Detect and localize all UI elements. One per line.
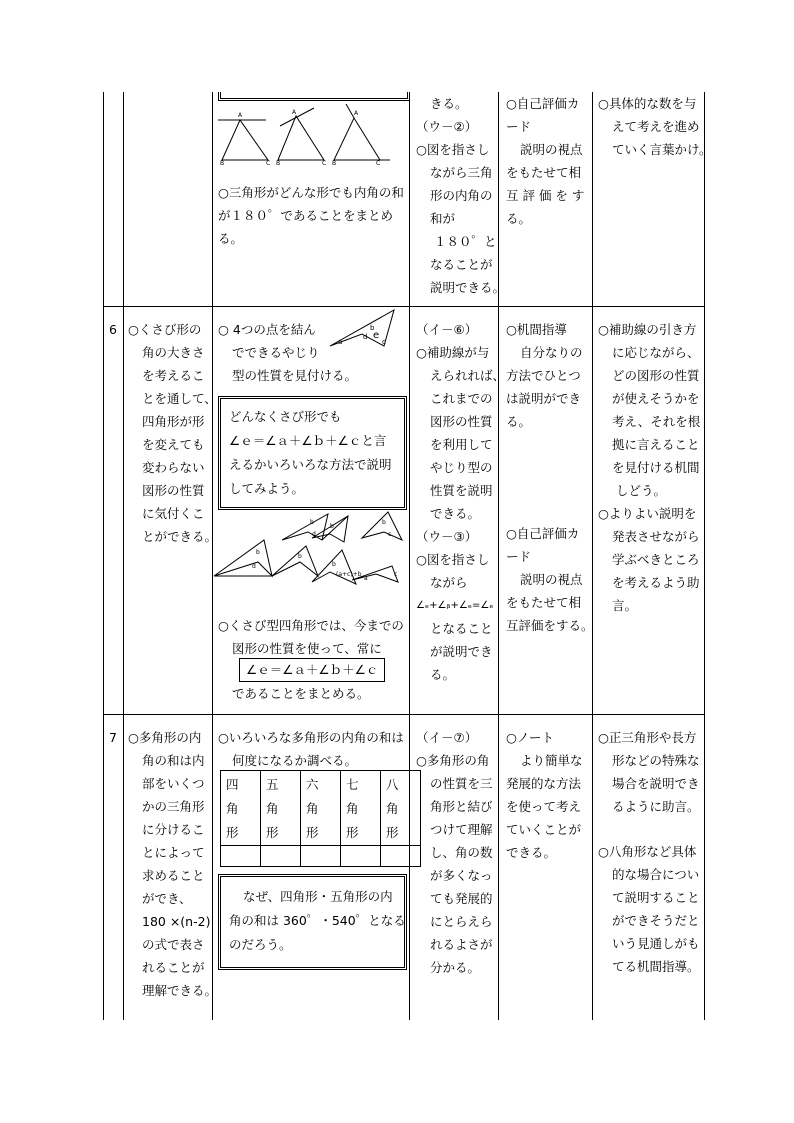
row5-eval-text: きる。 （ウ－②） ○図を指さし ながら三角 形の内角の 和が １８０゜と なることが 説明できる。 [416, 96, 506, 295]
svg-text:a: a [338, 338, 343, 346]
row6-formula-box: ∠ｅ＝∠ａ＋∠ｂ＋∠ｃ [239, 658, 385, 682]
grid-vline-left [103, 92, 104, 1020]
row7-number: 7 [109, 730, 117, 745]
svg-text:a: a [364, 575, 368, 582]
table-cell-blank [301, 846, 341, 867]
svg-text:C: C [376, 160, 381, 166]
table-cell-blank [381, 846, 421, 867]
svg-text:A: A [292, 109, 297, 116]
row7-support-bottom: ○八角形など具体 的な場合につい て説明すること ができそうだと いう見通しがも てる机間指導。 [598, 844, 700, 974]
svg-text:b: b [310, 519, 314, 526]
table-cell-blank [261, 846, 301, 867]
row7-activity-intro: ○いろいろな多角形の内角の和は 何度になるか調べる。 [218, 730, 404, 768]
row7-eval-text: （イ－⑦） ○多角形の角 の性質を三 角形と結び つけて理解 し、角の数 が多くなっ ても発展的 にとらえら れるよさが 分かる。 [416, 730, 493, 975]
grid-vline-right [704, 92, 705, 1020]
row6-eval-text: （イ－⑥） ○補助線が与 えられれば、 これまでの 図形の性質 を利用して やじり型の 性質を説明 できる。 （ウ－③） ○図を指さし ながら ∠ₑ+∠ᵦ+∠ₑ=∠ₑ となること が説明でき る。 [416, 322, 506, 682]
row7-question-box: なぜ、四角形・五角形の内 角の和は 360゜・540゜となる のだろう。 [218, 874, 407, 970]
svg-text:d: d [252, 563, 256, 570]
arrowhead-figure [328, 308, 404, 350]
row5-support-text: ○具体的な数を与 えて考えを進め ていく言葉かけ。 [598, 96, 712, 157]
table-header-octagon: 八 角 形 [381, 771, 421, 846]
svg-text:B: B [332, 160, 337, 166]
row6-activity-summary: ○くさび型四角形では、今までの 図形の性質を使って、常に [218, 618, 404, 656]
row6-activity-intro: ○ 4つの点を結ん でできるやじり 型の性質を見付ける。 [218, 322, 358, 383]
row5-method-text: ○自己評価カ ード 説明の視点 をもたせて相 互 評 価 を す る。 [506, 96, 585, 226]
svg-text:B: B [220, 160, 225, 166]
svg-text:B: B [276, 160, 281, 166]
row7-support-top: ○正三角形や長方 形などの特殊な 場合を説明でき るように助言。 [598, 730, 700, 814]
row5-triangle-figures [218, 104, 408, 166]
svg-text:e: e [373, 330, 380, 341]
svg-text:A: A [354, 110, 359, 117]
row6-goal-text: ○くさび形の 角の大きさ を考えるこ とを通して、 四角形が形 を変えても 変わらない 図形の性質 に気付くこ とができる。 [128, 322, 218, 544]
table-header-pentagon: 五 角 形 [261, 771, 301, 846]
svg-text:b: b [256, 549, 260, 556]
wedge-method-figures [212, 510, 408, 596]
svg-text:b: b [330, 523, 334, 530]
table-header-heptagon: 七 角 形 [341, 771, 381, 846]
svg-text:d: d [363, 333, 368, 341]
row6-method-top: ○机間指導 自分なりの 方法でひとつ は説明ができ る。 [506, 322, 583, 429]
row6-support-text: ○補助線の引き方 に応じながら、 どの図形の性質 が使えそうかを 考え、それを根 拠に言えること を見付ける机間 しどう。 ○よりよい説明を 発表させながら 学ぶべきところ を考えるよう助 言。 [598, 322, 701, 613]
table-cell-blank [341, 846, 381, 867]
svg-text:C: C [266, 160, 271, 166]
grid-vline-num [123, 92, 124, 1020]
svg-text:b: b [298, 553, 302, 560]
svg-text:C: C [322, 160, 327, 166]
row7-goal-text: ○多角形の内 角の和は内 部をいくつ かの三角形 に分けるこ とによって 求めること ができ、 180 ×(n-2) の式で表さ れることが 理解できる。 [128, 730, 218, 998]
svg-text:b: b [382, 519, 386, 526]
row6-number: 6 [109, 322, 117, 337]
svg-text:b: b [332, 561, 336, 568]
grid-hline-row6-end [103, 714, 705, 715]
svg-text:c: c [394, 571, 398, 578]
svg-text:(a+c)+b: (a+c)+b [336, 571, 362, 578]
row6-question-box: どんなくさび形でも ∠ｅ＝∠ａ＋∠ｂ＋∠ｃと言 えるかいろいろな方法で説明 してみよう。 [218, 396, 407, 510]
table-header-quadrilateral: 四 角 形 [221, 771, 261, 846]
row5-box-bottom-edge [218, 92, 410, 101]
svg-text:b: b [370, 324, 375, 332]
grid-vline-activity [409, 92, 410, 1020]
row7-method-text: ○ノート より簡単な 発展的な方法 を使って考え ていくことが できる。 [506, 730, 583, 860]
svg-text:d: d [312, 531, 316, 538]
table-cell-blank [221, 846, 261, 867]
row6-method-bottom: ○自己評価カ ード 説明の視点 をもたせて相 互評価をする。 [506, 526, 594, 633]
polygon-angle-table [220, 770, 421, 867]
grid-hline-row5-end [103, 306, 705, 307]
row6-activity-closing: であることをまとめる。 [232, 686, 370, 701]
svg-text:c: c [388, 531, 392, 538]
svg-text:A: A [238, 112, 243, 119]
row5-activity-summary: ○三角形がどんな形でも内角の和 が１８０゜であることをまとめ る。 [218, 185, 404, 246]
table-header-hexagon: 六 角 形 [301, 771, 341, 846]
svg-text:c: c [382, 338, 386, 346]
